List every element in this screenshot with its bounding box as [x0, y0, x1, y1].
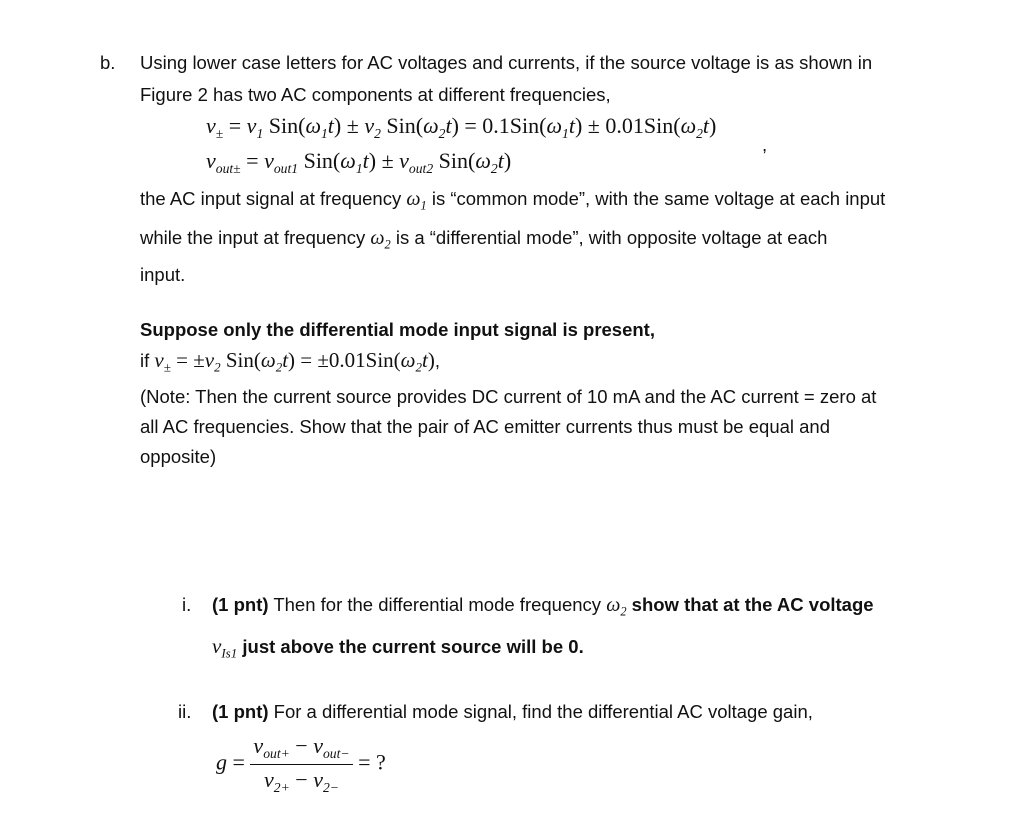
suppose-heading: Suppose only the differential mode input signal is present, — [140, 319, 655, 340]
part-i-label: i. — [182, 594, 192, 615]
part-b-label: b. — [100, 52, 116, 73]
suppose-if-line: if $v_\pm = \pm v_2$ $Sin(\omega_2t) = \pm 0.01Sin(\omega_2t)$, — [140, 348, 440, 375]
part-i-line-2: $v_{Is1}$ just above the current source will be 0. — [212, 634, 584, 661]
intro-line-1: Using lower case letters for AC voltages and currents, if the source voltage is as shown in — [140, 52, 873, 73]
source-voltage-equation: $v_\pm = v_1$ $Sin(\omega_1t) \pm v_2$ $Sin(\omega_2t) = 0.1Sin(\omega_1t) \pm 0.01Sin(\omega_2t)$ — [206, 113, 717, 141]
para-line-1: the AC input signal at frequency $\omega_1$ is “common mode”, with the same voltage at each input — [140, 188, 886, 213]
part-i-line-1: (1 pnt) Then for the differential mode frequency $\omega_2$ show that at the AC voltage — [212, 594, 874, 619]
note-line-2: all AC frequencies. Show that the pair of AC emitter currents thus must be equal and — [140, 416, 831, 437]
gain-equation: g = $\frac{v_{out+} - v_{out-}}{v_{2+} - v_{2-}}$ = ? — [216, 733, 386, 795]
part-ii-label: ii. — [178, 701, 192, 722]
output-voltage-equation: $v_{out\pm} = v_{out1}$ $Sin(\omega_1t) \pm v_{out2}$ $Sin(\omega_2t)$ — [206, 148, 512, 176]
para-line-3: input. — [140, 264, 186, 285]
para-line-2: while the input at frequency $\omega_2$ is a “differential mode”, with opposite voltage at each — [140, 227, 828, 252]
note-line-1: (Note: Then the current source provides DC current of 10 mA and the AC current = zero at — [140, 386, 877, 407]
equation-comma: , — [762, 134, 768, 155]
part-ii-line-1: (1 pnt) For a differential mode signal, find the differential AC voltage gain, — [212, 701, 813, 722]
intro-line-2: Figure 2 has two AC components at different frequencies, — [140, 84, 611, 105]
note-line-3: opposite) — [140, 446, 217, 467]
